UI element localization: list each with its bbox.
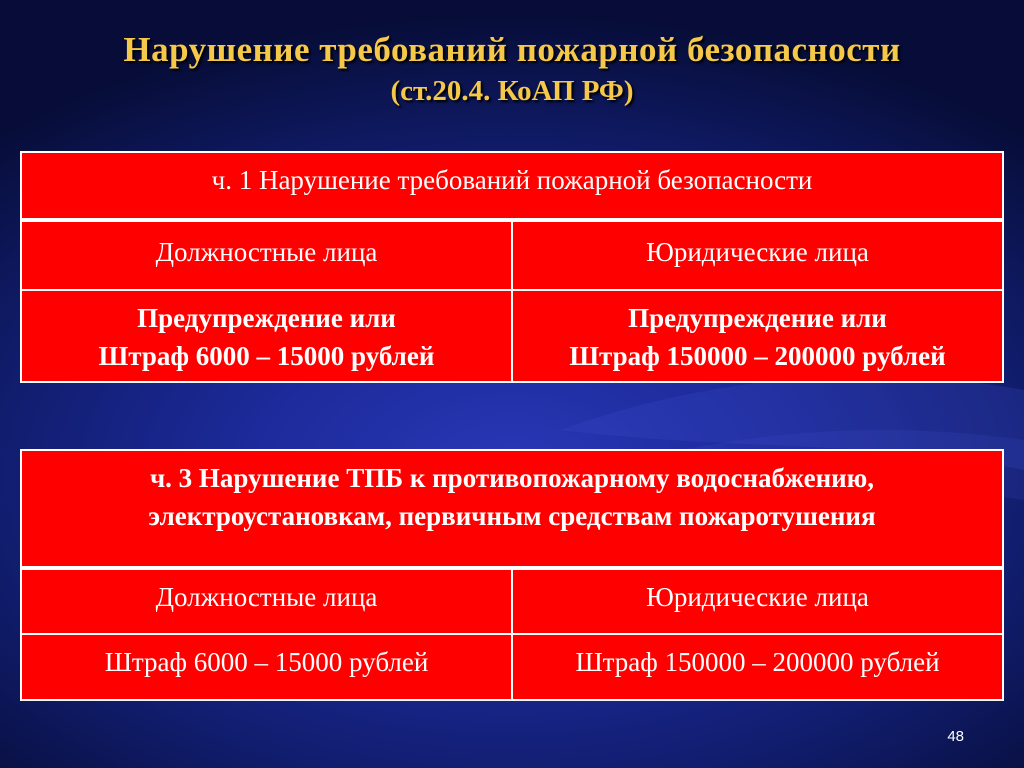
part3-legal-entities-penalty: Штраф 150000 – 200000 рублей <box>512 634 1003 700</box>
part1-officials-penalty <box>21 290 512 382</box>
slide-subtitle: (ст.20.4. КоАП РФ) <box>390 75 634 107</box>
part1-officials-penalty-line1: Предупреждение или <box>137 303 396 333</box>
page-number: 48 <box>947 728 964 745</box>
part1-officials-penalty-line2: Штраф 6000 – 15000 рублей <box>98 341 435 371</box>
part3-header <box>21 450 1003 568</box>
part1-officials-label: Должностные лица <box>21 220 512 290</box>
part1-legal-entities-penalty <box>512 290 1003 382</box>
part3-officials-label: Должностные лица <box>21 568 512 634</box>
part1-header: ч. 1 Нарушение требований пожарной безопасности <box>21 152 1003 220</box>
part3-penalty-table <box>20 449 1004 701</box>
part3-officials-penalty: Штраф 6000 – 15000 рублей <box>21 634 512 700</box>
slide-title: Нарушение требований пожарной безопасности <box>123 30 901 69</box>
part1-legal-entities-penalty-line2: Штраф 150000 – 200000 рублей <box>569 341 946 371</box>
part3-header-line1: ч. 3 Нарушение ТПБ к противопожарному водоснабжению, <box>149 463 875 493</box>
part1-legal-entities-label: Юридические лица <box>512 220 1003 290</box>
part1-legal-entities-penalty-line1: Предупреждение или <box>628 303 887 333</box>
part1-penalty-table <box>20 151 1004 383</box>
slide-title-block <box>0 28 1024 110</box>
part3-header-line2: электроустановкам, первичным средствам пожаротушения <box>148 501 876 531</box>
part3-legal-entities-label: Юридические лица <box>512 568 1003 634</box>
